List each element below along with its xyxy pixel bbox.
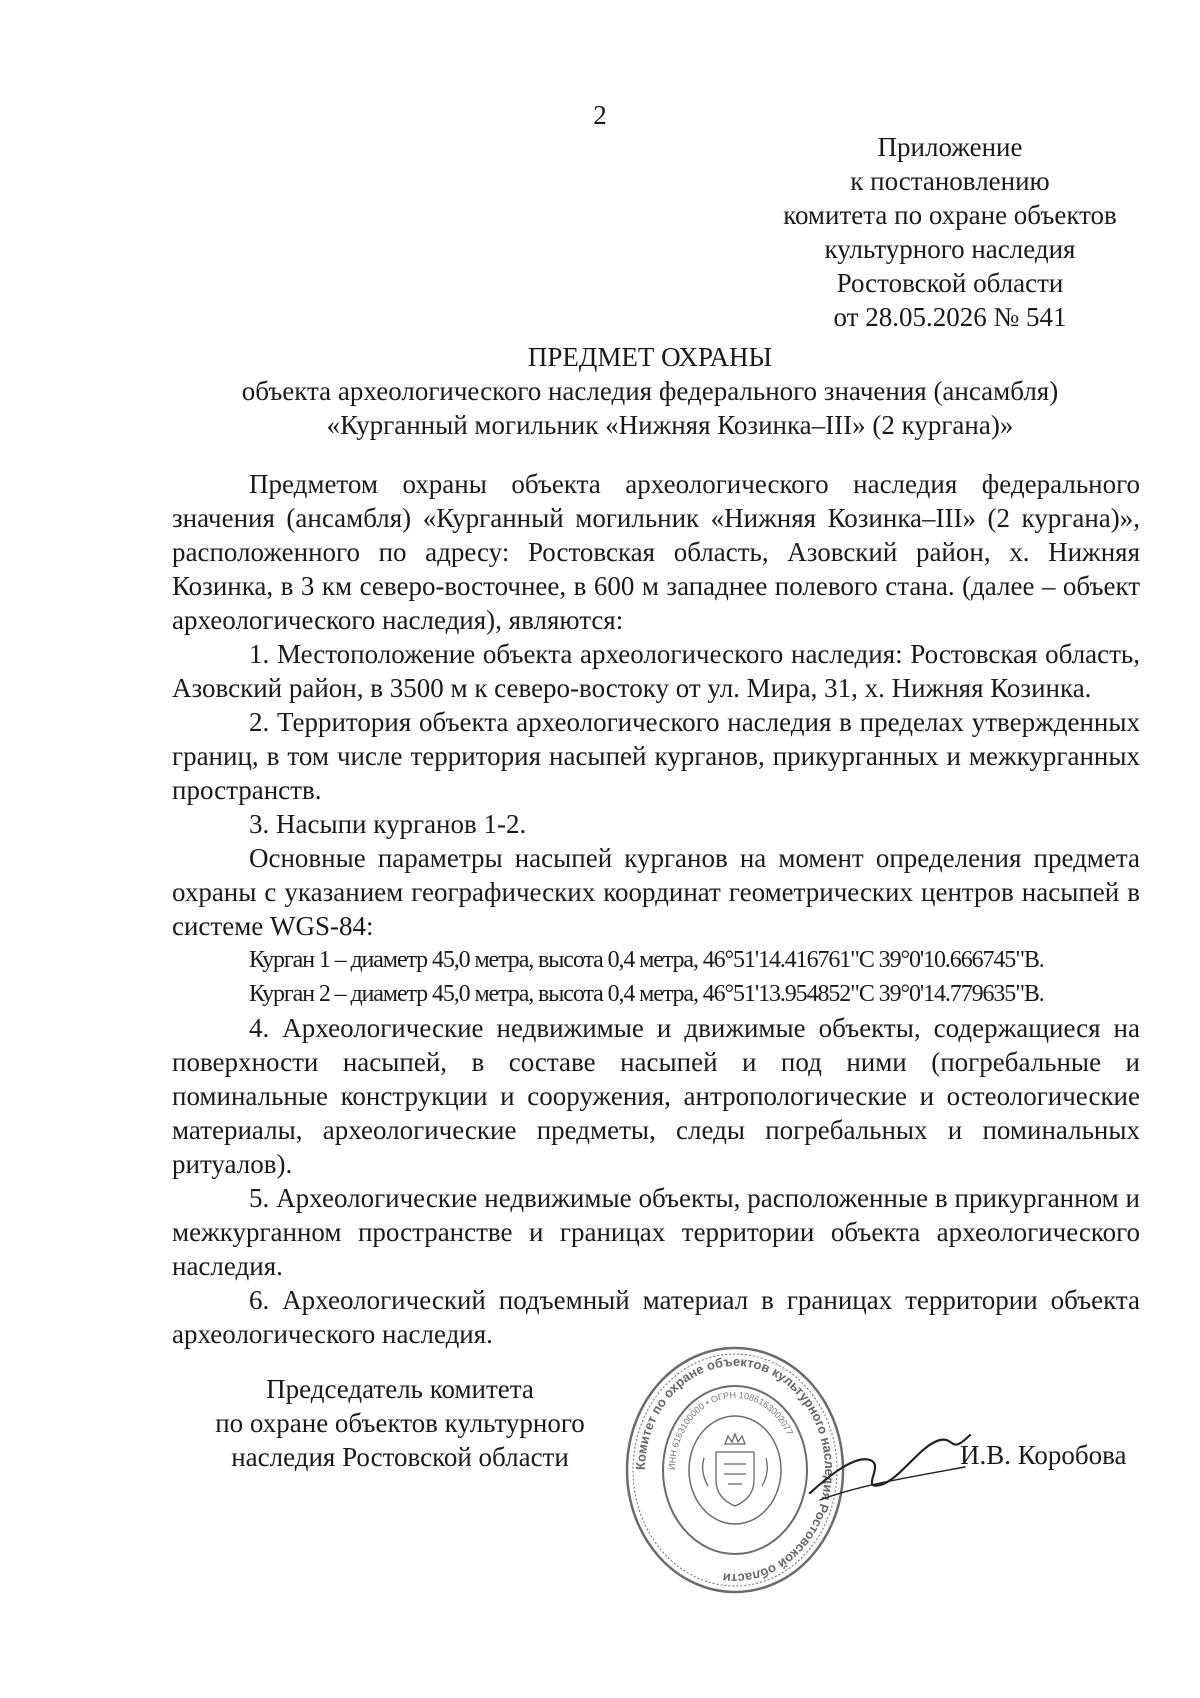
signature-stroke-2 [820, 1467, 965, 1500]
seal-inner-ring [663, 1386, 807, 1554]
signer-name: И.В. Коробова [960, 1440, 1127, 1470]
signature-stroke [810, 1435, 970, 1493]
item-1: 1. Местоположение объекта археологического наследия: Ростовская область, Азовский район, в 3500 м к северо-востоку от ул. Мира, 31, х. Нижняя Козинка. [172, 639, 1140, 703]
signatory-title-line: Председатель комитета [266, 1374, 534, 1404]
heading-title: ПРЕДМЕТ ОХРАНЫ [527, 342, 773, 372]
heading-subtitle-line-2: «Курганный могильник «Нижняя Козинка–III» (2 кургана)» [326, 410, 1014, 440]
signatory-title-line: по охране объектов культурного [215, 1408, 585, 1438]
signatory-title [160, 1372, 640, 1474]
appendix-line: комитета по охране объектов [783, 200, 1117, 230]
appendix-line: к постановлению [850, 166, 1050, 196]
seal-inner-textpath: ИНН 6163100000 • ОГРН 1086163002077 [666, 1389, 796, 1471]
item-2: 2. Территория объекта археологического наследия в пределах утвержденных границ, в том числе территория насыпей курганов, прикурганных и межкурганных пространств. [172, 707, 1140, 805]
coat-of-arms-icon [703, 1434, 768, 1506]
appendix-line: Приложение [877, 132, 1023, 162]
handwritten-signature [800, 1415, 980, 1515]
page-number: 2 [593, 100, 607, 130]
document-heading [160, 340, 1140, 442]
kurgan-1-parameters: Курган 1 – диаметр 45,0 метра, высота 0,4 метра, 46°51'14.416761"С 39°0'10.666745"В. [249, 947, 1044, 973]
item-6: 6. Археологический подъемный материал в границах территории объекта археологического наследия. [172, 1285, 1140, 1349]
parameters-paragraph: Основные параметры насыпей курганов на момент определения предмета охраны с указанием географических координат геометрических центров насыпей в системе WGS-84: [172, 843, 1140, 941]
appendix-block [740, 130, 1160, 334]
seal-outer-textpath: Комитет по охране объектов культурного наследия Ростовской области [632, 1353, 838, 1587]
appendix-line: от 28.05.2026 № 541 [833, 302, 1067, 332]
document-body [172, 467, 1140, 1351]
intro-paragraph: Предметом охраны объекта археологического наследия федерального значения (ансамбля) «Курганный могильник «Нижняя Козинка–III» (2 кургана)», расположенного по адресу: Ростовская область, Азовский район, х. Нижняя Козинка, в 3 км северо-восточнее, в 600 м западнее полевого стана. (далее – объект археологического наследия), являются: [172, 469, 1140, 635]
heading-subtitle-line-1: объекта археологического наследия федерального значения (ансамбля) [241, 376, 1059, 406]
item-3: 3. Насыпи курганов 1-2. [249, 809, 527, 839]
appendix-line: Ростовской области [836, 268, 1064, 298]
item-5: 5. Археологические недвижимые объекты, расположенные в прикурганном и межкурганном пространстве и границах территории объекта археологического наследия. [172, 1183, 1140, 1281]
kurgan-2-parameters: Курган 2 – диаметр 45,0 метра, высота 0,4 метра, 46°51'13.954852"С 39°0'14.779635"В. [249, 981, 1044, 1007]
appendix-line: культурного наследия [824, 234, 1076, 264]
signatory-title-line: наследия Ростовской области [231, 1442, 569, 1472]
item-4: 4. Археологические недвижимые и движимые объекты, содержащиеся на поверхности насыпей, в составе насыпей и под ними (погребальные и поминальные конструкции и сооружения, антропологические и остеологические материалы, археологические предметы, следы погребальных и поминальных ритуалов). [172, 1013, 1140, 1179]
